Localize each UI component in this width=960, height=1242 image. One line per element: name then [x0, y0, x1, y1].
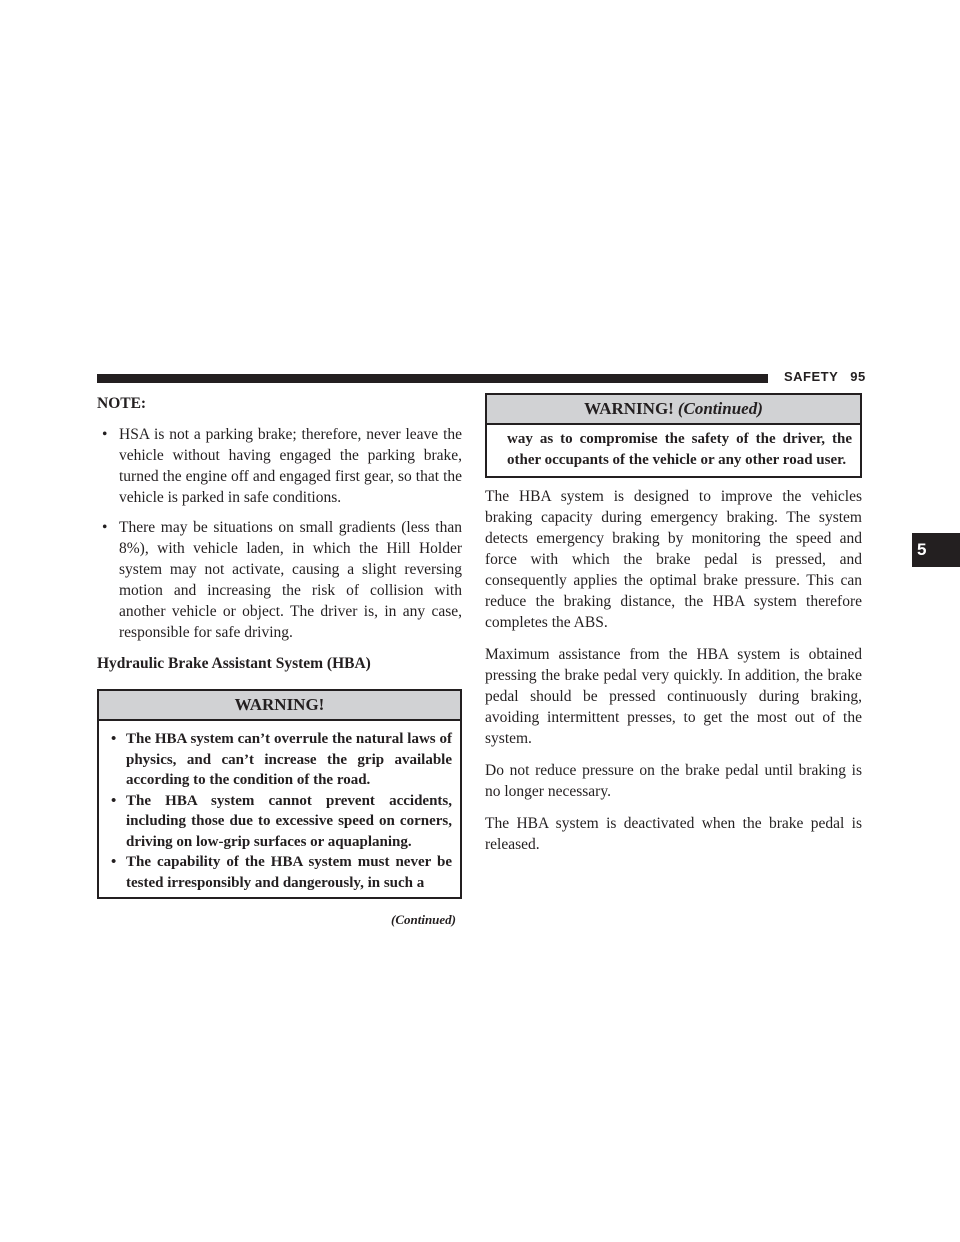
body-paragraph: Do not reduce pressure on the brake pedal until braking is no longer necessary.: [485, 762, 862, 800]
note-list: [97, 424, 462, 643]
warning-list: [107, 729, 452, 893]
warning-box-continued: [485, 393, 862, 478]
warning-title: WARNING!: [584, 399, 674, 418]
body-paragraph: Maximum assistance from the HBA system is obtained pressing the brake pedal very quickly. In addition, the brake pedal should be pressed continuously during braking, avoiding intermittent presses, to get the most out of the system.: [485, 646, 862, 747]
warning-item: [107, 791, 452, 853]
note-text: HSA is not a parking brake; therefore, never leave the vehicle without having engaged the parking brake, turned the engine off and engaged first gear, so that the vehicle is parked in safe conditions.: [119, 426, 462, 506]
warning-body: [99, 721, 460, 897]
right-column: [485, 393, 862, 866]
warning-title: WARNING!: [99, 691, 460, 721]
bullet-icon: •: [111, 854, 117, 870]
bullet-icon: •: [111, 792, 117, 809]
bullet-icon: •: [102, 519, 108, 536]
section-name: SAFETY: [784, 369, 839, 384]
left-column: [97, 393, 462, 930]
body-paragraph: The HBA system is deactivated when the brake pedal is released.: [485, 815, 862, 853]
warning-title-continued: [487, 395, 860, 425]
note-title: NOTE:: [97, 395, 147, 412]
warning-item: [107, 852, 452, 893]
note-item: [97, 517, 462, 643]
warning-box: [97, 689, 462, 899]
continued-label: (Continued): [390, 912, 456, 927]
warning-text: The HBA system can’t overrule the natural laws of physics, and can’t increase the grip available according to the condition of the road.: [126, 731, 452, 788]
note-item: [97, 424, 462, 508]
header-rule: [97, 374, 768, 383]
page-number: 95: [850, 369, 866, 384]
warning-continued-label: (Continued): [677, 399, 763, 418]
section-heading: Hydraulic Brake Assistant System (HBA): [97, 655, 371, 672]
body-paragraph: The HBA system is designed to improve the vehicles braking capacity during emergency braking. The system detects emergency braking by monitoring the speed and force with which the brake pedal is pressed, and consequently applies the optimal brake pressure. This can reduce the braking distance, the HBA system therefore completes the ABS.: [485, 488, 862, 631]
bullet-icon: •: [102, 426, 108, 443]
warning-item: [107, 729, 452, 791]
warning-text: way as to compromise the safety of the driver, the other occupants of the vehicle or any other road user.: [507, 431, 852, 468]
chapter-tab[interactable]: 5: [912, 533, 960, 567]
running-header: [784, 369, 866, 384]
warning-text: The HBA system cannot prevent accidents, including those due to excessive speed on corners, driving on low-grip surfaces or aquaplaning.: [126, 792, 452, 850]
note-text: There may be situations on small gradients (less than 8%), with vehicle laden, in which the Hill Holder system may not activate, causing a slight reversing motion and increasing the risk of collision with another vehicle or object. The driver is, in any case, responsible for safe driving.: [119, 519, 462, 641]
warning-text: The capability of the HBA system must never be tested irresponsibly and dangerously, in such a: [126, 854, 452, 891]
bullet-icon: •: [111, 731, 117, 747]
warning-body: [487, 425, 860, 476]
